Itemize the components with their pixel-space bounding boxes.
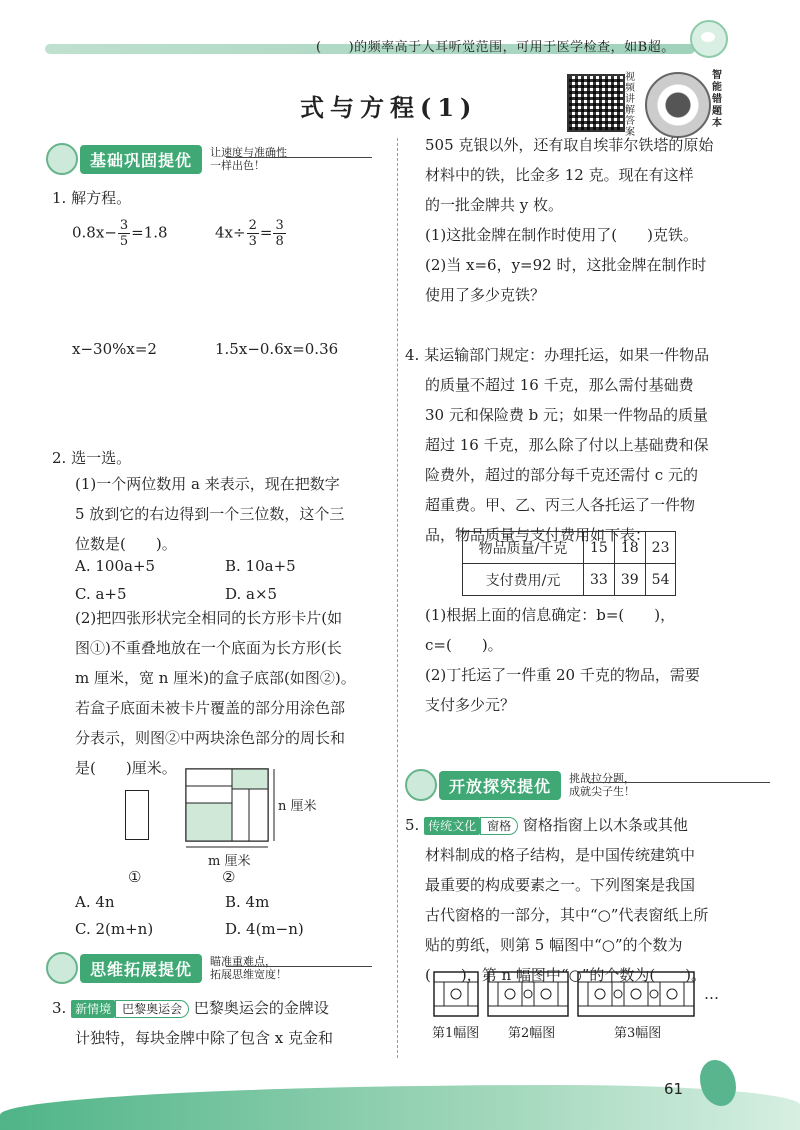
q3-right — [425, 130, 775, 310]
q3-first-line — [52, 993, 329, 1023]
q2-part1 — [75, 469, 385, 559]
text-line: 30 元和保险费 b 元；如果一件物品的质量 — [425, 406, 708, 424]
text-line: 古代窗格的一部分，其中“○”代表窗纸上所 — [425, 906, 709, 924]
text-line: (1)根据上面的信息确定：b=( )， — [425, 606, 676, 624]
q4-subquestions — [425, 600, 775, 720]
text-line: 险费外，超过的部分每千克还需付 c 元的 — [425, 466, 698, 484]
section-extend — [46, 955, 376, 981]
frac-num: 3 — [275, 218, 284, 233]
wrong-book-logo-icon[interactable] — [645, 72, 711, 138]
q4-body — [405, 340, 775, 550]
text-line: 位数是( )。 — [75, 535, 177, 553]
section-slogan: 瞄准重难点， 拓展思维宽度！ — [210, 955, 288, 981]
text-line: 窗格指窗上以木条或其他 — [522, 816, 688, 834]
lattice-figures — [432, 970, 712, 1020]
target-icon — [46, 143, 78, 175]
section-title: 思维拓展提优 — [80, 954, 202, 983]
text-line: (1)一个两位数用 a 来表示，现在把数字 — [75, 475, 340, 493]
text-line: 贴的剪纸，则第 5 幅图中“○”的个数为 — [425, 936, 683, 954]
q5-body — [425, 840, 775, 990]
fig-label-n: n 厘米 — [278, 799, 317, 814]
table-cell: 54 — [645, 564, 676, 596]
text-line: 巴黎奥运会的金牌设 — [193, 999, 329, 1017]
text-line: 若盒子底面未被卡片覆盖的部分用涂色部 — [75, 699, 346, 717]
q2b-option-a[interactable]: A. 4n — [75, 893, 115, 911]
fee-table — [462, 531, 676, 596]
card-figure — [125, 790, 149, 840]
table-cell: 39 — [614, 564, 645, 596]
fig-number-2: ② — [222, 868, 236, 886]
text-line: 使用了多少克铁？ — [425, 286, 546, 304]
q5-first-line — [405, 810, 688, 840]
lattice-2 — [488, 972, 568, 1016]
column-separator — [397, 138, 398, 1058]
text-line: (2)把四张形状完全相同的长方形卡片(如 — [75, 609, 343, 627]
text-line: c=( )。 — [425, 636, 503, 654]
qr-label: 视频讲解答案 — [625, 72, 635, 138]
fig-label-m: m 厘米 — [208, 854, 251, 869]
table-row — [463, 564, 676, 596]
text-line: 最重要的构成要素之一。下列图案是我国 — [425, 876, 696, 894]
q2b-option-d[interactable]: D. 4(m−n) — [225, 920, 304, 938]
table-cell: 18 — [614, 532, 645, 564]
text-line: (2)丁托运了一件重 20 千克的物品，需要 — [425, 666, 700, 684]
section-open — [405, 772, 775, 798]
page-title: 式与方程(1) — [300, 93, 478, 122]
fig-label-2: 第2幅图 — [508, 1026, 556, 1041]
text-line: 材料制成的格子结构，是中国传统建筑中 — [425, 846, 696, 864]
eq2-rfrac — [273, 218, 285, 249]
eq2-frac — [247, 218, 259, 249]
lattice-1 — [434, 972, 478, 1016]
q1-stem: 1. 解方程。 — [52, 189, 132, 207]
table-cell: 物品质量/千克 — [463, 532, 584, 564]
lattice-3 — [578, 972, 694, 1016]
q2-option-d[interactable]: D. a×5 — [225, 585, 278, 603]
section-slogan: 让速度与准确性 一样出色！ — [210, 146, 288, 172]
fig-label-1: 第1幅图 — [432, 1026, 480, 1041]
q1-eq3: x−30%x=2 — [72, 340, 157, 358]
table-cell: 15 — [584, 532, 615, 564]
text-line: 分表示，则图②中两块涂色部分的周长和 — [75, 729, 346, 747]
text-line: 材料中的铁，比金多 12 克。现在有这样 — [425, 166, 694, 184]
q2-option-c[interactable]: C. a+5 — [75, 585, 127, 603]
section-rule — [590, 782, 770, 783]
eq1-left: 0.8x− — [72, 223, 117, 242]
section-rule — [226, 966, 372, 967]
text-line: 的一批金牌共 y 枚。 — [425, 196, 564, 214]
text-line: (1)这批金牌在制作时使用了( )克铁。 — [425, 226, 698, 244]
table-cell: 支付费用/元 — [463, 564, 584, 596]
text-line: 支付多少元？ — [425, 696, 516, 714]
text-line: ( )，第 n 幅图中“○”的个数为( )。 — [425, 966, 707, 984]
page-number: 61 — [664, 1080, 684, 1098]
tag-new-scenario: 新情境 — [71, 1000, 115, 1018]
q1-eq4: 1.5x−0.6x=0.36 — [215, 340, 339, 358]
table-row — [463, 532, 676, 564]
frac-num: 3 — [119, 218, 129, 233]
text-line: 图①)不重叠地放在一个底面为长方形(长 — [75, 639, 342, 657]
q3-left-line: 计独特，每块金牌中除了包含 x 克金和 — [75, 1029, 333, 1047]
text-line: 超过 16 千克，那么除了付以上基础费和保 — [425, 436, 709, 454]
fig-label-3: 第3幅图 — [614, 1026, 662, 1041]
frac-den: 3 — [248, 234, 257, 249]
q1-eq2 — [215, 218, 287, 249]
q2b-option-c[interactable]: C. 2(m+n) — [75, 920, 154, 938]
qr-code-icon[interactable] — [567, 74, 625, 132]
text-line: 5 放到它的右边得到一个三位数，这个三 — [75, 505, 345, 523]
fig-number-1: ① — [128, 868, 142, 886]
table-cell: 23 — [645, 532, 676, 564]
q2-option-b[interactable]: B. 10a+5 — [225, 557, 296, 575]
q5-number: 5. — [405, 816, 420, 834]
text-line: 是( )厘米。 — [75, 759, 177, 777]
section-rule — [226, 157, 372, 158]
eq2-left: 4x÷ — [215, 223, 246, 242]
text-line: (2)当 x=6，y=92 时，这批金牌在制作时 — [425, 256, 707, 274]
logo-label: 智能错题本 — [712, 70, 722, 129]
q2b-option-b[interactable]: B. 4m — [225, 893, 270, 911]
text-line: 品，物品质量与支付费用如下表： — [425, 526, 651, 544]
satellite-icon — [405, 769, 437, 801]
frac-num: 2 — [248, 218, 257, 233]
q3-number: 3. — [52, 999, 67, 1017]
text-line: 超重费。甲、乙、丙三人各托运了一件物 — [425, 496, 696, 514]
table-cell: 33 — [584, 564, 615, 596]
text-line: 4. 某运输部门规定：办理托运，如果一件物品 — [405, 346, 710, 364]
text-line: 的质量不超过 16 千克，那么需付基础费 — [425, 376, 694, 394]
frac-den: 5 — [119, 234, 129, 249]
mascot-icon — [690, 20, 728, 58]
header-note: ( )的频率高于人耳听觉范围，可用于医学检查，如B超。 — [316, 40, 675, 55]
eq2-mid: = — [259, 223, 273, 242]
eq1-right: =1.8 — [131, 223, 168, 242]
frac-den: 8 — [275, 234, 284, 249]
tag-traditional-culture: 传统文化 — [424, 817, 480, 835]
q2-option-a[interactable]: A. 100a+5 — [75, 557, 156, 575]
text-line: m 厘米，宽 n 厘米)的盒子底部(如图②)。 — [75, 669, 356, 687]
section-title: 开放探究提优 — [439, 771, 561, 800]
tag-paris-olympics: 巴黎奥运会 — [115, 1000, 189, 1018]
q2-part2 — [75, 603, 385, 783]
eq1-frac — [118, 218, 130, 249]
section-title: 基础巩固提优 — [80, 145, 202, 174]
q2-stem: 2. 选一选。 — [52, 449, 132, 467]
q1-eq1 — [72, 218, 168, 249]
text-line: 505 克银以外，还有取自埃菲尔铁塔的原始 — [425, 136, 714, 154]
tag-window-lattice: 窗格 — [480, 817, 518, 835]
lattice-ellipsis: … — [704, 985, 719, 1003]
section-basic — [46, 146, 376, 172]
ufo-icon — [46, 952, 78, 984]
section-slogan: 挑战拉分题， 成就尖子生！ — [569, 772, 636, 798]
